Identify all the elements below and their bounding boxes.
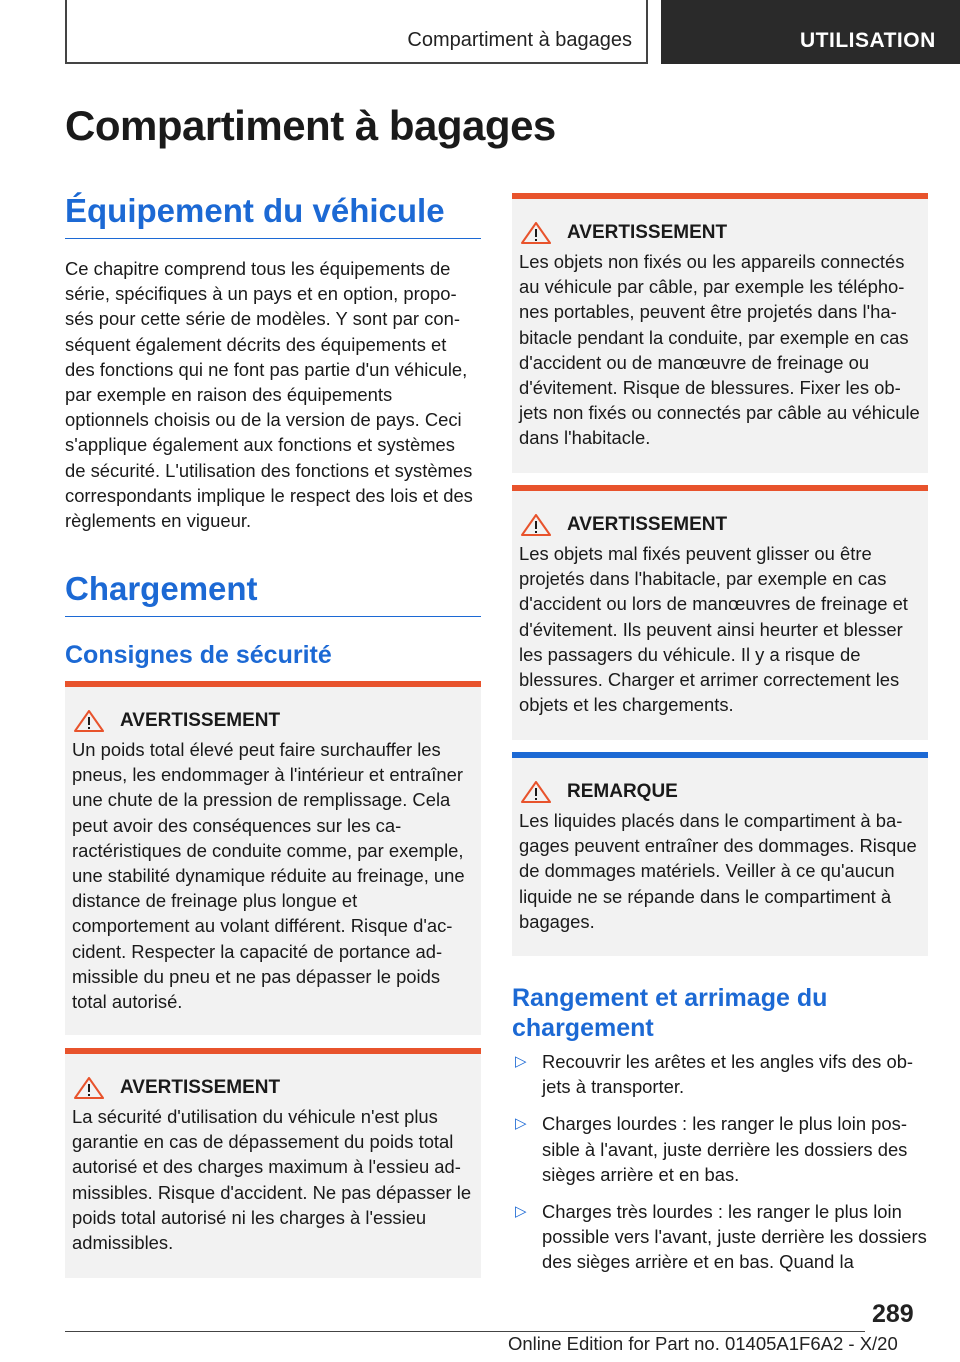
warning-label: AVERTISSEMENT (120, 1077, 281, 1098)
warning-header (72, 707, 473, 735)
bullet-list (512, 1049, 928, 1287)
bullet-arrow-icon: ▷ (515, 1203, 527, 1221)
footer-divider (65, 1331, 865, 1332)
heading-equipement: Équipement du véhicule (65, 192, 481, 239)
warning-label: AVERTISSEMENT (120, 710, 281, 731)
list-item-text: Charges très lourdes : les ranger le plus loin possible vers l'avant, juste derrière les dossiers des sièges arrière et en bas. Quand la (542, 1201, 927, 1273)
warning-triangle-icon (74, 1077, 104, 1099)
heading-chargement: Chargement (65, 570, 481, 617)
warning-label: AVERTISSEMENT (567, 514, 728, 535)
paragraph-equipement: Ce chapitre comprend tous les équipements de série, spécifiques à un pays et en option, proposés pour cette série de modèles. Y sont par conséquent également décrits des équipements et des fonctions qui ne font pas partie d'un véhicule, par exemple en raison des équipements optionnels choisis ou de la version de pays. Ceci s'applique également aux fonctions et systèmes de sécurité. L'utilisation des fonctions et systèmes correspondants implique le respect des lois et des règlements en vigueur. (65, 258, 473, 532)
warning-triangle-icon (521, 781, 551, 803)
list-item (512, 1199, 928, 1275)
bullet-arrow-icon: ▷ (515, 1053, 527, 1070)
warning-header (519, 219, 920, 247)
warning-triangle-icon (521, 514, 551, 536)
warning-text: Un poids total élevé peut faire surchauffer les pneus, les endommager à l'intérieur et entraîner une chute de la pression de remplissage. Cela peut avoir des conséquences sur les caractéristiques de conduite comme, par exemple, une stabilité dynamique réduite au freinage, une distance de freinage plus longue et comportement au volant différent. Risque d'accident. Respecter la capacité de portance admissible du pneu et ne pas dépasser le poids total autorisé. (72, 739, 465, 1013)
warning-triangle-icon (521, 222, 551, 244)
footer-edition: Online Edition for Part no. 01405A1F6A2 - X/20 (508, 1333, 898, 1354)
list-item-text: Charges lourdes : les ranger le plus loin possible à l'avant, juste derrière les dossiers des sièges arrière et en bas. (542, 1113, 908, 1185)
page-number: 289 (872, 1300, 914, 1328)
note-header (519, 778, 920, 806)
warning-header (72, 1074, 473, 1102)
warning-box-2 (65, 1048, 481, 1278)
header-chapter-label: UTILISATION (800, 29, 936, 52)
list-item-text: Recouvrir les arêtes et les angles vifs des objets à transporter. (542, 1051, 914, 1098)
page-title: Compartiment à bagages (65, 102, 556, 149)
header-section-box (65, 0, 648, 64)
list-item (512, 1111, 928, 1187)
heading-consignes-securite: Consignes de sécurité (65, 641, 332, 669)
note-label: REMARQUE (567, 781, 678, 802)
warning-triangle-icon (74, 710, 104, 732)
warning-box-3 (512, 193, 928, 473)
warning-text: Les objets non fixés ou les appareils connectés au véhicule par câble, par exemple les téléphones portables, peuvent être projetés dans l'habitacle pendant la conduite, par exemple en cas d'accident ou de manœuvre de freinage ou d'évitement. Risque de blessures. Fixer les objets non fixés ou connectés par câble au véhicule dans l'habitacle. (519, 251, 920, 449)
note-text: Les liquides placés dans le compartiment à bagages peuvent entraîner des dommages. Risque de dommages matériels. Veiller à ce qu'aucun liquide ne se répande dans le compartiment à bagages. (519, 810, 917, 932)
list-item (512, 1049, 928, 1099)
warning-header (519, 511, 920, 539)
warning-box-1 (65, 681, 481, 1035)
note-box (512, 752, 928, 956)
warning-text: Les objets mal fixés peuvent glisser ou être projetés dans l'habitacle, par exemple en cas d'accident ou lors de manœuvres de freinage et d'évitement. Ils peuvent ainsi heurter et blesser les passagers du véhicule. Il y a risque de blessures. Charger et arrimer correctement les objets et les chargements. (519, 543, 908, 716)
warning-text: La sécurité d'utilisation du véhicule n'est plus garantie en cas de dépassement du poids total autorisé et des charges maximum à l'essieu admissibles. Risque d'accident. Ne pas dépasser le poids total autorisé ni les charges à l'essieu admissibles. (72, 1106, 472, 1254)
header-section-title: Compartiment à bagages (407, 29, 632, 51)
header-chapter-tab[interactable] (661, 0, 960, 64)
bullet-arrow-icon: ▷ (515, 1115, 527, 1133)
warning-box-4 (512, 485, 928, 740)
heading-rangement: Rangement et arrimage du chargement (512, 984, 828, 1042)
warning-label: AVERTISSEMENT (567, 222, 728, 243)
